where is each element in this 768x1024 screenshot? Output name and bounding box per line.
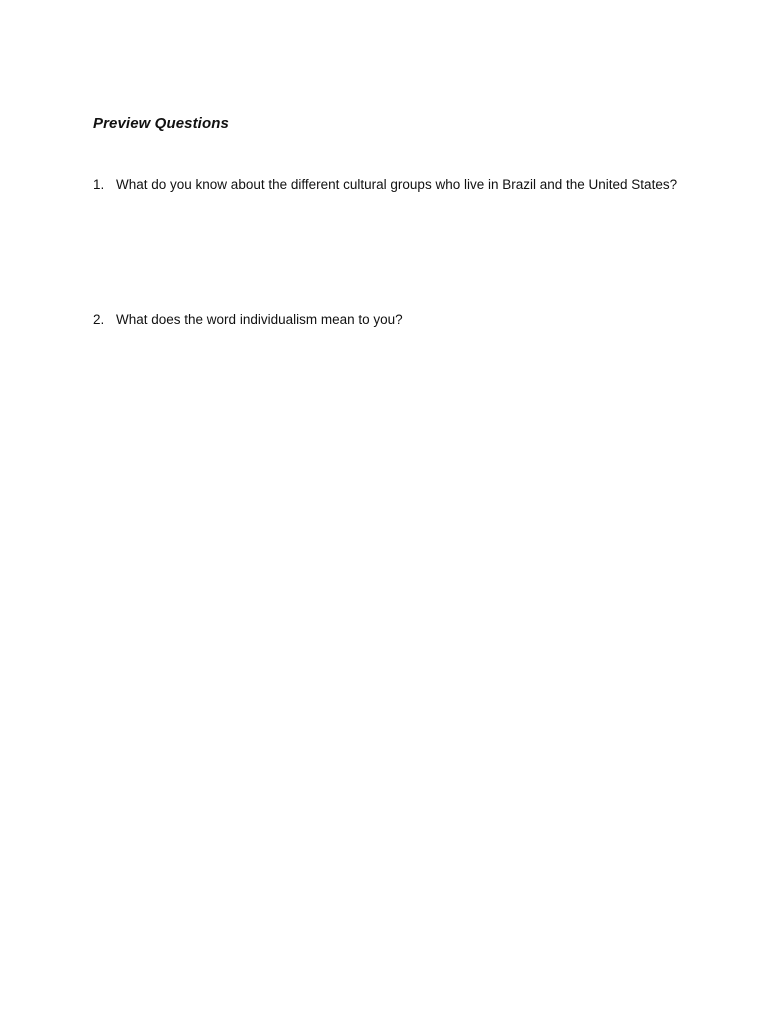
question-item-2: [93, 310, 683, 329]
question-number: 1.: [93, 177, 105, 192]
question-text: What do you know about the different cultural groups who live in Brazil and the United States?: [116, 177, 678, 192]
question-text: What does the word individualism mean to you?: [116, 312, 403, 327]
question-number: 2.: [93, 312, 105, 327]
question-item-1: [93, 175, 683, 194]
page-title: Preview Questions: [93, 115, 229, 132]
